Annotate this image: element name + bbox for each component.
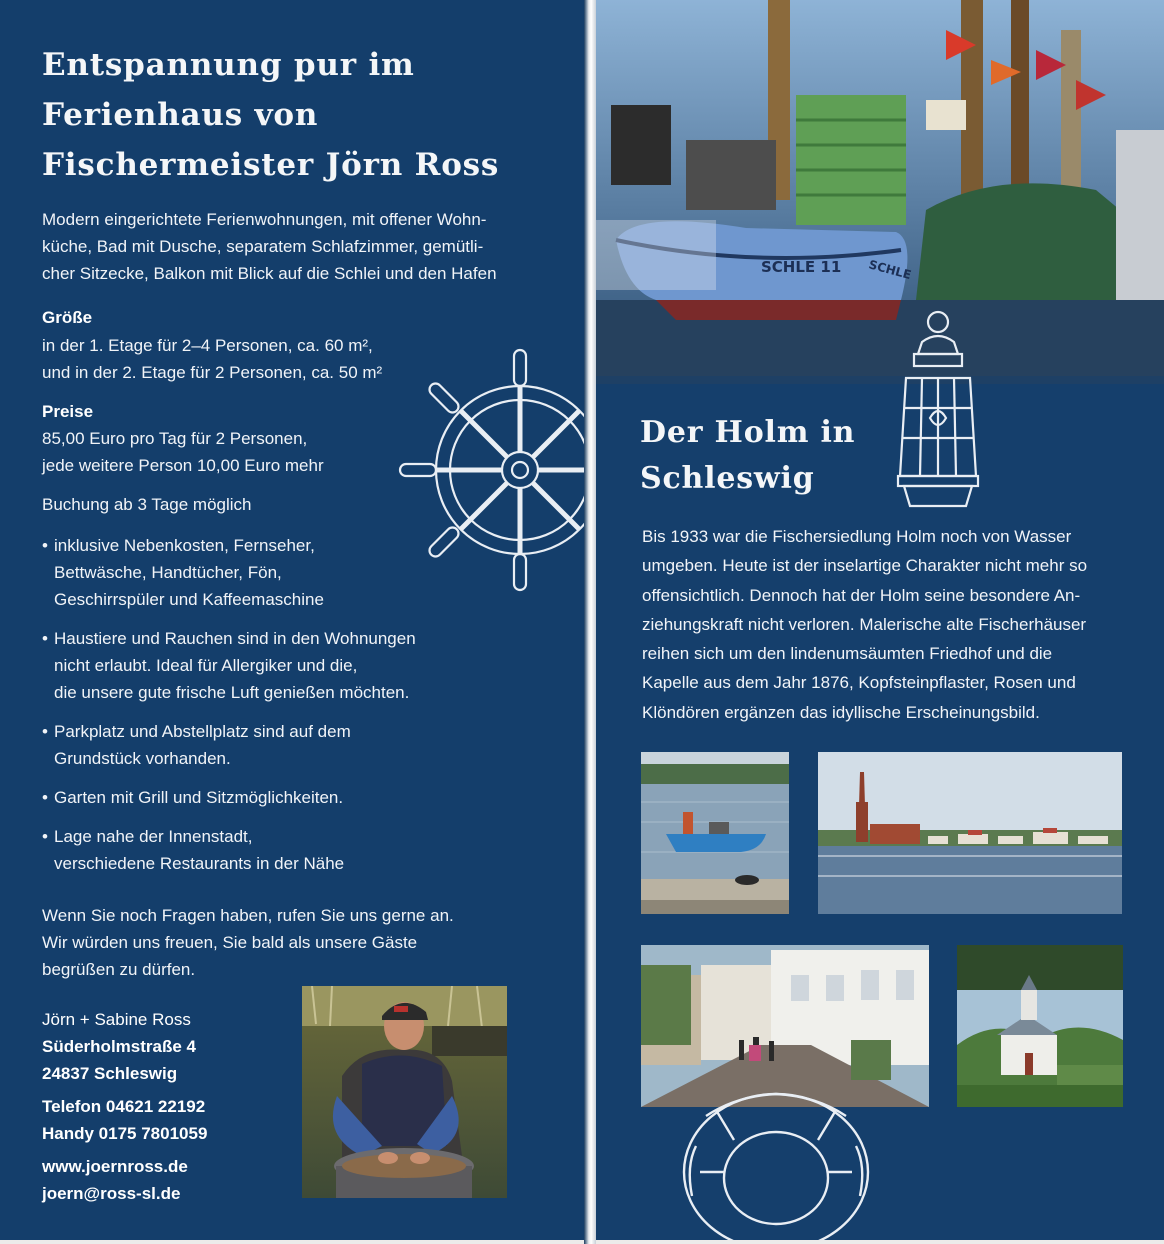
size-heading: Größe bbox=[42, 308, 93, 327]
page-title-left: Entspannung pur im Ferienhaus von Fischermeister Jörn Ross bbox=[42, 47, 500, 183]
harbor-photo bbox=[596, 0, 1164, 384]
contact-phone: Telefon 04621 22192 bbox=[42, 1097, 206, 1116]
contact-names: Jörn + Sabine Ross bbox=[42, 1010, 191, 1029]
contact-block bbox=[42, 1006, 292, 1207]
page-title-right: Der Holm in Schleswig bbox=[640, 415, 856, 496]
life-ring-icon bbox=[676, 1076, 876, 1240]
booking-text: Buchung ab 3 Tage möglich bbox=[42, 495, 252, 514]
list-item: • Parkplatz und Abstellplatz sind auf dem Grundstück vorhanden. bbox=[42, 718, 562, 772]
size-text: in der 1. Etage für 2–4 Personen, ca. 60 m², und in der 2. Etage für 2 Personen, ca. 50 m² bbox=[42, 336, 383, 382]
list-item: • Garten mit Grill und Sitzmöglichkeiten. bbox=[42, 784, 562, 811]
contact-mobile: Handy 0175 7801059 bbox=[42, 1124, 208, 1143]
contact-street: Süderholmstraße 4 bbox=[42, 1037, 196, 1056]
intro-text: Modern eingerichtete Ferienwohnungen, mit offener Wohn- küche, Bad mit Dusche, separatem Schlafzimmer, gemütli- cher Sitzecke, Balkon mit Blick auf die Schlei und den Hafen bbox=[42, 210, 497, 283]
list-item: • inklusive Nebenkosten, Fernseher, Bettwäsche, Handtücher, Fön, Geschirrspüler und Kaffeemaschine bbox=[42, 532, 562, 613]
contact-city: 24837 Schleswig bbox=[42, 1064, 178, 1083]
price-heading: Preise bbox=[42, 402, 94, 421]
holm-text: Bis 1933 war die Fischersiedlung Holm noch von Wasser umgeben. Heute ist der inselartige Charakter nicht mehr so offensichtlich. Dennoch hat der Holm seine besondere An- ziehungskraft nicht verloren. Malerische alte Fischerhäuser reihen sich um den lindenumsäumten Friedhof und die Kapelle aus dem Jahr 1876, Kopfsteinpflaster, Rosen und Klöndören ergänzen das idyllische Erscheinungsbild. bbox=[642, 527, 1088, 722]
page-fold bbox=[584, 0, 596, 1244]
list-item: • Haustiere und Rauchen sind in den Wohnungen nicht erlaubt. Ideal für Allergiker und die, die unsere gute frische Luft genießen möchten. bbox=[42, 625, 562, 706]
website-link[interactable]: www.joernross.de bbox=[42, 1157, 188, 1176]
fisherman-photo bbox=[302, 986, 507, 1198]
right-panel bbox=[596, 0, 1164, 1240]
list-item: • Lage nahe der Innenstadt, verschiedene Restaurants in der Nähe bbox=[42, 823, 562, 877]
boat-photo bbox=[641, 752, 789, 914]
chapel-photo bbox=[957, 945, 1123, 1107]
ship-wheel-icon bbox=[398, 342, 584, 598]
price-text: 85,00 Euro pro Tag für 2 Personen, jede weitere Person 10,00 Euro mehr bbox=[42, 429, 324, 475]
town-skyline-photo bbox=[818, 752, 1122, 914]
closing-text: Wenn Sie noch Fragen haben, rufen Sie uns gerne an. Wir würden uns freuen, Sie bald als unsere Gäste begrüßen zu dürfen. bbox=[42, 906, 454, 979]
email-link[interactable]: joern@ross-sl.de bbox=[42, 1184, 181, 1203]
boat-hull-text: SCHLE 11 bbox=[761, 258, 842, 276]
boat-bow-text: SCHLE bbox=[867, 257, 913, 283]
